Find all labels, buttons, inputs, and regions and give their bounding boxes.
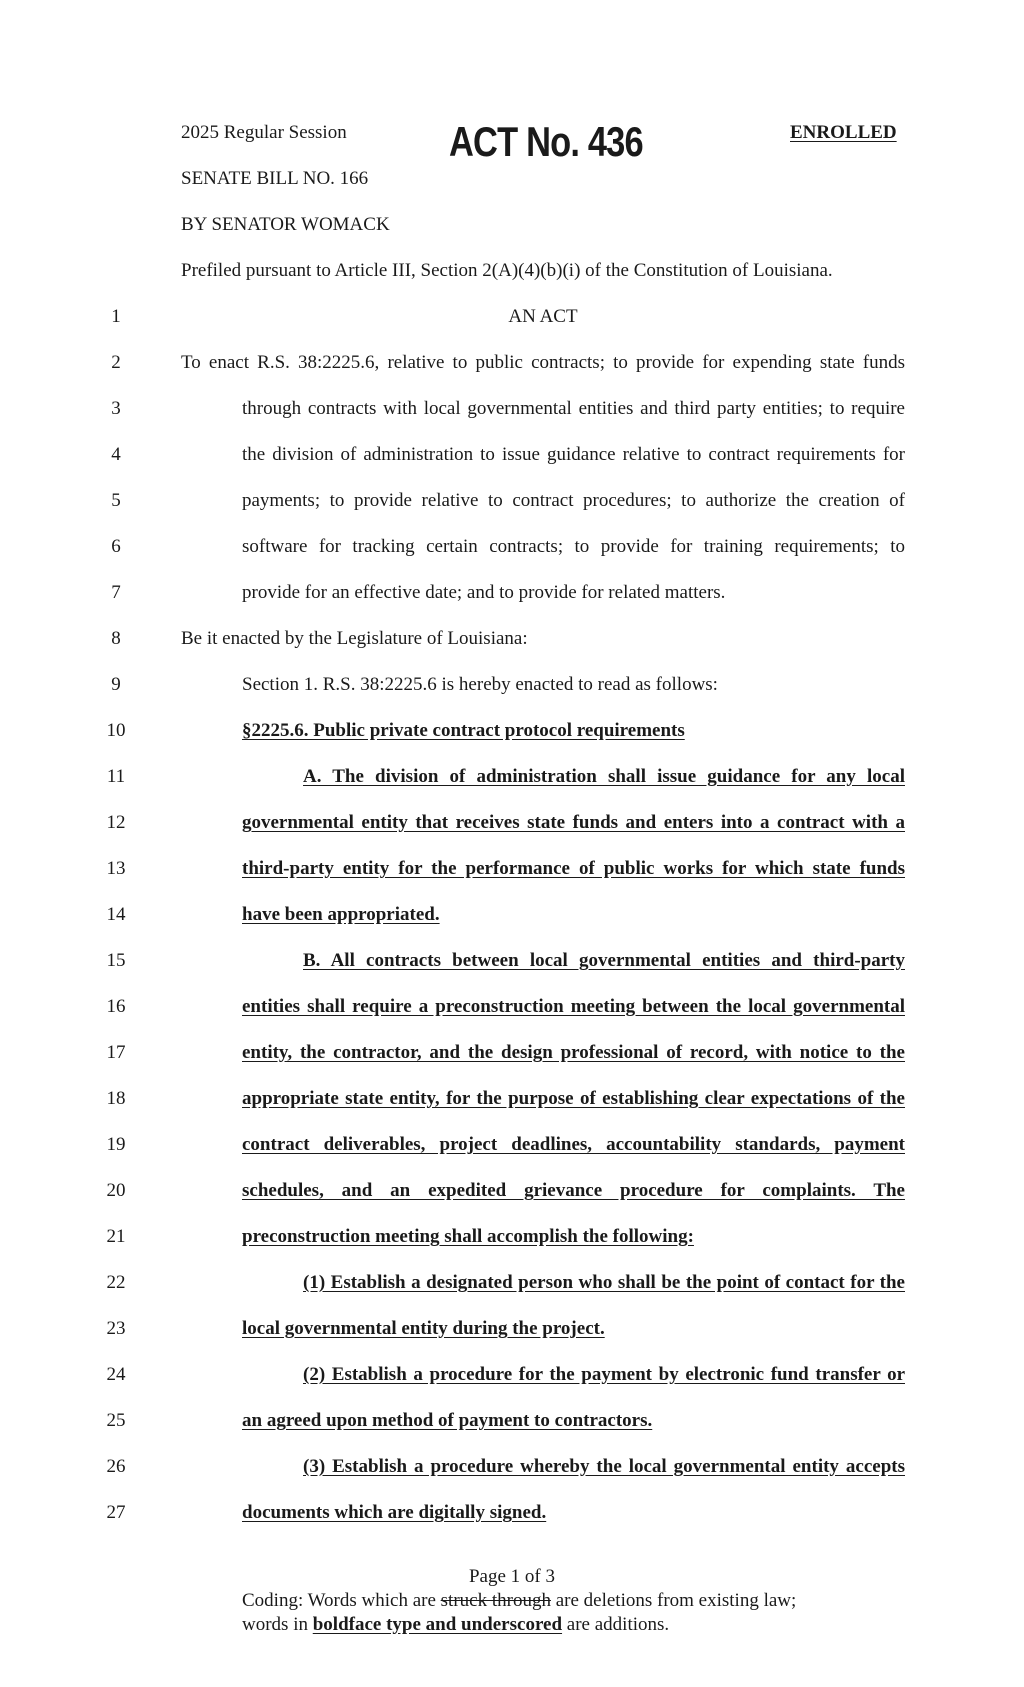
bill-line [0,1352,1024,1398]
bill-line [0,524,1024,570]
line-number: 14 [106,904,126,925]
line-text: local governmental entity during the project. [242,1318,605,1339]
bill-line [0,570,1024,616]
line-text: contract deliverables, project deadlines, accountability standards, payment [242,1134,905,1155]
line-number: 9 [111,674,121,695]
bill-line [0,938,1024,984]
line-text: the division of administration to issue guidance relative to contract requirements for [242,444,905,465]
enrolled-status: ENROLLED [790,122,897,143]
line-text: have been appropriated. [242,904,440,925]
act-number-title: ACT No. 436 [449,118,643,165]
line-text: Section 1. R.S. 38:2225.6 is hereby enacted to read as follows: [242,674,718,695]
bill-line [0,1214,1024,1260]
bill-line [0,1168,1024,1214]
line-text: software for tracking certain contracts; to provide for training requirements; to [242,536,905,557]
line-number: 13 [106,858,126,879]
line-number: 8 [111,628,121,649]
bill-line [0,1306,1024,1352]
line-number: 6 [111,536,121,557]
coding-legend-line-2 [242,1614,942,1636]
line-text: documents which are digitally signed. [242,1502,547,1523]
coding-text: words in [242,1614,313,1635]
line-text: A. The division of administration shall issue guidance for any local [303,766,905,787]
line-text: AN ACT [508,306,578,327]
bill-line [0,1398,1024,1444]
line-text: provide for an effective date; and to provide for related matters. [242,582,726,603]
bill-line [0,386,1024,432]
coding-bold-sample: boldface type and underscored [312,1614,563,1635]
line-text: (2) Establish a procedure for the payment by electronic fund transfer or [303,1364,905,1385]
coding-text: Coding: Words which are [242,1590,441,1611]
bill-line [0,800,1024,846]
bill-line [0,432,1024,478]
line-text: through contracts with local governmental entities and third party entities; to require [242,398,905,419]
coding-text: are additions. [562,1614,670,1635]
line-number: 1 [111,306,121,327]
bill-author: BY SENATOR WOMACK [181,214,390,235]
session-label: 2025 Regular Session [181,122,347,143]
line-number: 18 [106,1088,126,1109]
bill-number: SENATE BILL NO. 166 [181,168,369,189]
bill-line [0,1260,1024,1306]
line-number: 15 [106,950,126,971]
line-text: To enact R.S. 38:2225.6, relative to public contracts; to provide for expending state funds [181,352,905,373]
bill-line [0,340,1024,386]
line-number: 5 [111,490,121,511]
bill-line [0,1444,1024,1490]
line-text: payments; to provide relative to contract procedures; to authorize the creation of [242,490,905,511]
bill-line [0,846,1024,892]
line-number: 3 [111,398,121,419]
line-number: 22 [106,1272,126,1293]
bill-line [0,984,1024,1030]
line-number: 2 [111,352,121,373]
line-text: appropriate state entity, for the purpose of establishing clear expectations of the [242,1088,905,1109]
line-text: entities shall require a preconstruction meeting between the local governmental [242,996,905,1017]
coding-struck-sample: struck through [440,1590,551,1611]
prefiled-notice: Prefiled pursuant to Article III, Section 2(A)(4)(b)(i) of the Constitution of Louisiana. [181,260,833,281]
bill-line [0,616,1024,662]
line-number: 24 [106,1364,126,1385]
line-text: entity, the contractor, and the design professional of record, with notice to the [242,1042,905,1063]
bill-line [0,1122,1024,1168]
line-number: 12 [106,812,126,833]
bill-line [0,662,1024,708]
line-text: (3) Establish a procedure whereby the local governmental entity accepts [303,1456,905,1477]
bill-line [0,478,1024,524]
bill-line [0,708,1024,754]
line-number: 11 [106,766,126,787]
bill-line [0,754,1024,800]
section-heading: §2225.6. Public private contract protocol requirements [242,720,685,741]
line-number: 16 [106,996,126,1017]
line-number: 25 [106,1410,126,1431]
line-text: B. All contracts between local governmental entities and third-party [303,950,905,971]
bill-line [0,1076,1024,1122]
line-text: (1) Establish a designated person who shall be the point of contact for the [303,1272,905,1293]
line-number: 4 [111,444,121,465]
line-text: schedules, and an expedited grievance procedure for complaints. The [242,1180,905,1201]
line-number: 27 [106,1502,126,1523]
line-text: third-party entity for the performance of public works for which state funds [242,858,905,879]
bill-line [0,1030,1024,1076]
line-text: Be it enacted by the Legislature of Louisiana: [181,628,528,649]
line-number: 7 [111,582,121,603]
bill-line [0,294,1024,340]
line-number: 17 [106,1042,126,1063]
line-text: an agreed upon method of payment to contractors. [242,1410,653,1431]
line-text: governmental entity that receives state funds and enters into a contract with a [242,812,905,833]
line-number: 21 [106,1226,126,1247]
line-number: 10 [106,720,126,741]
line-number: 20 [106,1180,126,1201]
bill-line [0,1490,1024,1536]
page-number: Page 1 of 3 [468,1566,555,1587]
bill-line [0,892,1024,938]
line-number: 26 [106,1456,126,1477]
coding-legend-line-1 [242,1590,942,1612]
coding-text: are deletions from existing law; [550,1590,797,1611]
line-number: 19 [106,1134,126,1155]
line-text: preconstruction meeting shall accomplish the following: [242,1226,694,1247]
line-number: 23 [106,1318,126,1339]
